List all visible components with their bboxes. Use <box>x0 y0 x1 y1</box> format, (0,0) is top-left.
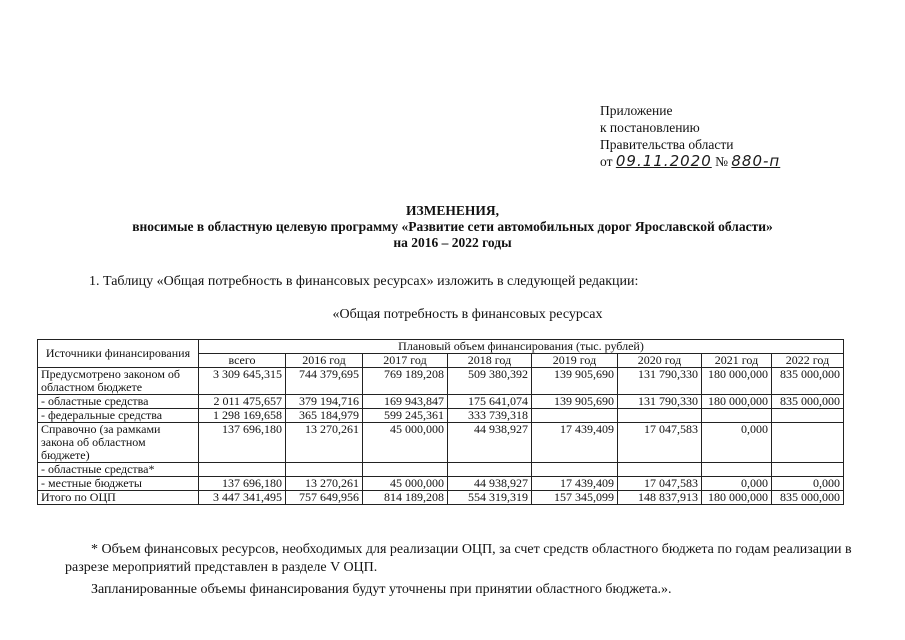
table-cell: 3 447 341,495 <box>199 491 286 505</box>
table-cell: 835 000,000 <box>772 368 844 395</box>
table-cell: 379 194,716 <box>286 395 363 409</box>
table-cell: 17 439,409 <box>532 477 618 491</box>
table-cell: 599 245,361 <box>363 409 448 423</box>
table-row <box>38 423 844 463</box>
table-cell: 148 837,913 <box>618 491 702 505</box>
column-header: всего <box>199 354 286 368</box>
column-header: 2016 год <box>286 354 363 368</box>
column-header: 2018 год <box>448 354 532 368</box>
table-cell: 44 938,927 <box>448 423 532 463</box>
table-cell <box>618 463 702 477</box>
table-cell: 180 000,000 <box>702 368 772 395</box>
column-header: 2022 год <box>772 354 844 368</box>
table-cell: 131 790,330 <box>618 395 702 409</box>
table-cell: 17 439,409 <box>532 423 618 463</box>
table-cell: 131 790,330 <box>618 368 702 395</box>
table-cell: 17 047,583 <box>618 477 702 491</box>
table-cell: 744 379,695 <box>286 368 363 395</box>
table-row <box>38 395 844 409</box>
row-label: Предусмотрено законом об областном бюджете <box>38 368 199 395</box>
column-header: 2017 год <box>363 354 448 368</box>
row-label: - федеральные средства <box>38 409 199 423</box>
appendix-line-2: к постановлению <box>600 120 700 135</box>
table-cell: 835 000,000 <box>772 395 844 409</box>
table-cell: 169 943,847 <box>363 395 448 409</box>
row-label: - местные бюджеты <box>38 477 199 491</box>
table-caption: «Общая потребность в финансовых ресурсах <box>332 307 603 322</box>
table-cell <box>702 463 772 477</box>
table-cell: 175 641,074 <box>448 395 532 409</box>
handwritten-number: 880-п <box>731 152 781 170</box>
paragraph-last: Запланированные объемы финансирования будут уточнены при принятии областного бюджета.». <box>91 582 672 597</box>
table-cell <box>532 463 618 477</box>
row-label: - областные средства <box>38 395 199 409</box>
table-body <box>38 368 844 505</box>
header-source: Источники финансирования <box>38 340 199 368</box>
table-cell: 835 000,000 <box>772 491 844 505</box>
table-header-row-1 <box>38 340 844 354</box>
table-cell: 139 905,690 <box>532 368 618 395</box>
table-cell: 757 649,956 <box>286 491 363 505</box>
table-cell: 139 905,690 <box>532 395 618 409</box>
table-cell <box>199 463 286 477</box>
table-cell: 769 189,208 <box>363 368 448 395</box>
footnote: * Объем финансовых ресурсов, необходимых для реализации ОЦП, за счет средств областного бюджета по годам реализации в разрезе мероприятий представлен в разделе V ОЦП. <box>65 542 852 575</box>
paragraph-1: 1. Таблицу «Общая потребность в финансовых ресурсах» изложить в следующей редакции: <box>89 274 639 289</box>
table-cell <box>618 409 702 423</box>
table-row <box>38 463 844 477</box>
table-cell: 814 189,208 <box>363 491 448 505</box>
table-cell <box>772 463 844 477</box>
appendix-line-1: Приложение <box>600 103 673 118</box>
handwritten-date: 09.11.2020 <box>615 152 712 170</box>
table-row <box>38 368 844 395</box>
table-cell: 17 047,583 <box>618 423 702 463</box>
table-row <box>38 477 844 491</box>
table-cell <box>448 463 532 477</box>
table-row <box>38 491 844 505</box>
table-row <box>38 409 844 423</box>
table-cell: 137 696,180 <box>199 477 286 491</box>
row-label: - областные средства* <box>38 463 199 477</box>
table-cell: 13 270,261 <box>286 423 363 463</box>
table-cell: 45 000,000 <box>363 423 448 463</box>
table-cell <box>532 409 618 423</box>
title-line-2: вносимые в областную целевую программу «Развитие сети автомобильных дорог Ярославской области» <box>132 219 773 234</box>
table-cell <box>772 409 844 423</box>
row-label: Справочно (за рамками закона об областном бюджете) <box>38 423 199 463</box>
table-cell: 137 696,180 <box>199 423 286 463</box>
table-cell: 3 309 645,315 <box>199 368 286 395</box>
table-cell: 0,000 <box>702 423 772 463</box>
column-header: 2021 год <box>702 354 772 368</box>
table-cell <box>772 423 844 463</box>
column-header: 2019 год <box>532 354 618 368</box>
table-cell: 44 938,927 <box>448 477 532 491</box>
table-cell <box>702 409 772 423</box>
title-line-3: на 2016 – 2022 годы <box>393 235 512 250</box>
appendix-line-3: Правительства области <box>600 137 734 152</box>
table-cell: 0,000 <box>772 477 844 491</box>
table-cell <box>286 463 363 477</box>
table-cell: 1 298 169,658 <box>199 409 286 423</box>
table-cell <box>363 463 448 477</box>
table-cell: 180 000,000 <box>702 395 772 409</box>
table-cell: 509 380,392 <box>448 368 532 395</box>
title-line-1: ИЗМЕНЕНИЯ, <box>405 203 499 218</box>
table-cell: 45 000,000 <box>363 477 448 491</box>
number-label: № <box>715 154 729 169</box>
document-title <box>0 203 905 251</box>
column-header: 2020 год <box>618 354 702 368</box>
header-planned: Плановый объем финансирования (тыс. рублей) <box>199 340 844 354</box>
table-cell: 180 000,000 <box>702 491 772 505</box>
financing-table <box>37 339 844 505</box>
table-cell: 13 270,261 <box>286 477 363 491</box>
table-cell: 0,000 <box>702 477 772 491</box>
table-cell: 554 319,319 <box>448 491 532 505</box>
table-cell: 2 011 475,657 <box>199 395 286 409</box>
appendix-date-line <box>600 153 780 170</box>
from-label: от <box>600 154 613 169</box>
table-cell: 365 184,979 <box>286 409 363 423</box>
appendix-block <box>600 102 780 170</box>
row-label: Итого по ОЦП <box>38 491 199 505</box>
table-cell: 157 345,099 <box>532 491 618 505</box>
table-cell: 333 739,318 <box>448 409 532 423</box>
